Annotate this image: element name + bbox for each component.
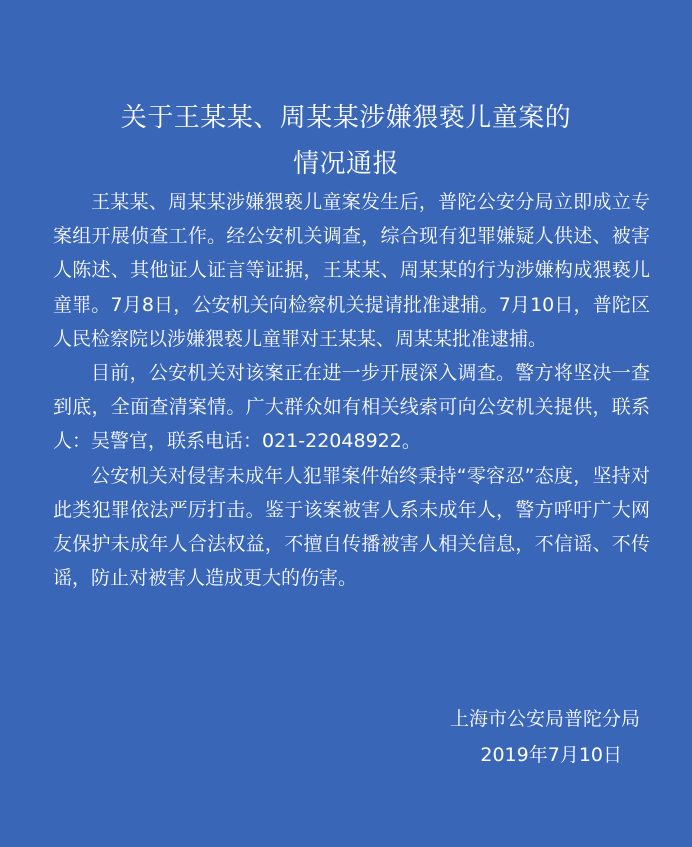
signature-date: 2019年7月10日 (480, 744, 622, 766)
paragraph-2: 目前，公安机关对该案正在进一步开展深入调查。警方将坚决一查到底，全面查清案情。广大群众如有相关线索可向公安机关提供，联系人：吴警官，联系电话：021-22048922。 (53, 362, 650, 453)
signature-organization: 上海市公安局普陀分局 (449, 708, 640, 730)
paragraph-1: 王某某、周某某涉嫌猥亵儿童案发生后，普陀公安分局立即成立专案组开展侦查工作。经公安机关调查，综合现有犯罪嫌疑人供述、被害人陈述、其他证人证言等证据，王某某、周某某的行为涉嫌构成猥亵儿童罪。7月8日，公安机关向检察机关提请批准逮捕。7月10日，普陀区人民检察院以涉嫌猥亵儿童罪对王某某、周某某批准逮捕。 (53, 191, 650, 350)
notice-body (53, 185, 650, 595)
title-line-2: 情况通报 (292, 149, 399, 180)
paragraph-3: 公安机关对侵害未成年人犯罪案件始终秉持“零容忍”态度，坚持对此类犯罪依法严厉打击。鉴于该案被害人系未成年人，警方呼吁广大网友保护未成年人合法权益，不擅自传播被害人相关信息，不信谣、不传谣，防止对被害人造成更大的伤害。 (53, 464, 650, 590)
signature-block (0, 701, 640, 773)
title-line-1: 关于王某某、周某某涉嫌猥亵儿童案的 (120, 103, 572, 134)
notice-title (0, 95, 692, 187)
